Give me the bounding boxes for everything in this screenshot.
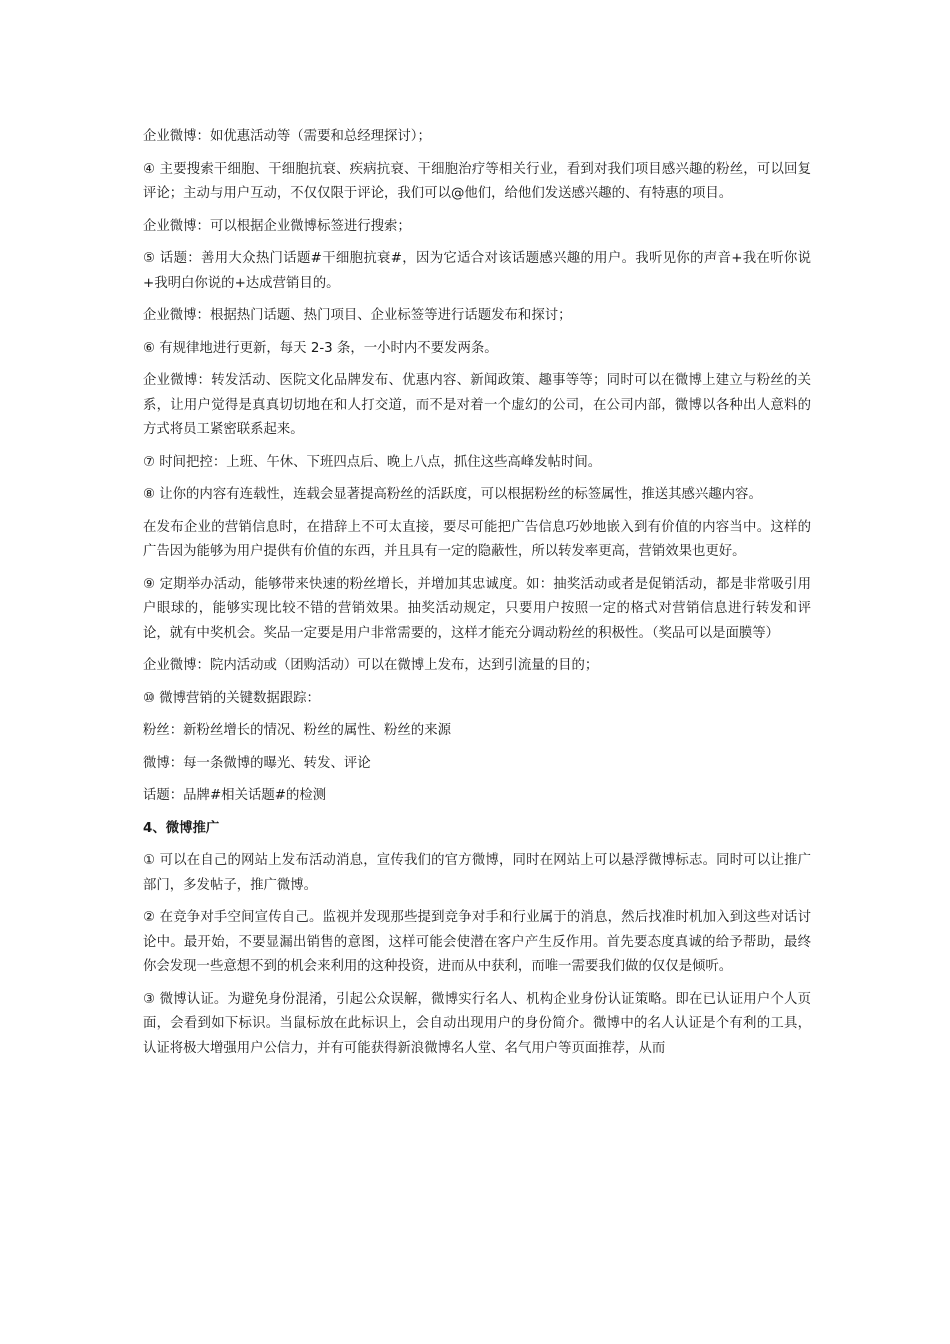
paragraph: 企业微博：根据热门话题、热门项目、企业标签等进行话题发布和探讨； <box>143 308 572 323</box>
paragraph: ③ 微博认证。为避免身份混淆，引起公众误解，微博实行名人、机构企业身份认证策略。即在已认证用户个人页面，会看到如下标识。当鼠标放在此标识上，会自动出现用户的身份简介。微博中的名人认证是个有利的工具，认证将极大增强用户公信力，并有可能获得新浪微博名人堂、名气用户等页面推荐，从而 <box>143 991 811 1056</box>
paragraph: ⑥ 有规律地进行更新，每天 2-3 条，一小时内不要发两条。 <box>143 340 498 356</box>
section-heading: 4、微博推广 <box>143 820 220 836</box>
document-page <box>143 125 811 1069</box>
paragraph: 企业微博：如优惠活动等（需要和总经理探讨）； <box>143 129 431 144</box>
paragraph: 企业微博：可以根据企业微博标签进行搜索； <box>143 218 411 234</box>
paragraph: 粉丝：新粉丝增长的情况、粉丝的属性、粉丝的来源 <box>143 723 451 738</box>
paragraph: 在发布企业的营销信息时，在措辞上不可太直接，要尽可能把广告信息巧妙地嵌入到有价值的内容当中。这样的广告因为能够为用户提供有价值的东西，并且具有一定的隐蔽性，所以转发率更高，营销效果也更好。 <box>143 519 811 559</box>
paragraph: 企业微博：转发活动、医院文化品牌发布、优惠内容、新闻政策、趣事等等；同时可以在微博上建立与粉丝的关系，让用户觉得是真真切切地在和人打交道，而不是对着一个虚幻的公司，在公司内部，微博以各种出人意料的方式将员工紧密联系起来。 <box>143 373 811 437</box>
paragraph: ② 在竞争对手空间宣传自己。监视并发现那些提到竞争对手和行业属于的消息，然后找准时机加入到这些对话讨论中。最开始，不要显漏出销售的意图，这样可能会使潜在客户产生反作用。首先要态度真诚的给予帮助，最终你会发现一些意想不到的机会来利用的这种投资，进而从中获利，而唯一需要我们做的仅仅是倾听。 <box>143 910 811 974</box>
paragraph: 话题：品牌#相关话题#的检测 <box>143 788 327 803</box>
paragraph: ④ 主要搜索干细胞、干细胞抗衰、疾病抗衰、干细胞治疗等相关行业，看到对我们项目感兴趣的粉丝，可以回复评论；主动与用户互动，不仅仅限于评论，我们可以@他们，给他们发送感兴趣的、有特惠的项目。 <box>143 161 811 201</box>
paragraph: ⑦ 时间把控：上班、午休、下班四点后、晚上八点，抓住这些高峰发帖时间。 <box>143 454 602 470</box>
paragraph: ① 可以在自己的网站上发布活动消息，宣传我们的官方微博，同时在网站上可以悬浮微博标志。同时可以让推广部门，多发帖子，推广微博。 <box>143 853 811 893</box>
paragraph: ⑩ 微博营销的关键数据跟踪： <box>143 690 320 706</box>
paragraph: 微博：每一条微博的曝光、转发、评论 <box>143 755 371 771</box>
paragraph: ⑧ 让你的内容有连载性，连载会显著提高粉丝的活跃度，可以根据粉丝的标签属性，推送其感兴趣内容。 <box>143 487 762 502</box>
paragraph: ⑤ 话题：善用大众热门话题#干细胞抗衰#，因为它适合对该话题感兴趣的用户。我听见你的声音+我在听你说+我明白你说的+达成营销目的。 <box>143 251 811 291</box>
paragraph: ⑨ 定期举办活动，能够带来快速的粉丝增长，并增加其忠诚度。如：抽奖活动或者是促销活动，都是非常吸引用户眼球的，能够实现比较不错的营销效果。抽奖活动规定，只要用户按照一定的格式对营销信息进行转发和评论，就有中奖机会。奖品一定要是用户非常需要的，这样才能充分调动粉丝的积极性。（奖品可以是面膜等） <box>143 576 811 641</box>
paragraph: 企业微博：院内活动或（团购活动）可以在微博上发布，达到引流量的目的； <box>143 658 599 673</box>
